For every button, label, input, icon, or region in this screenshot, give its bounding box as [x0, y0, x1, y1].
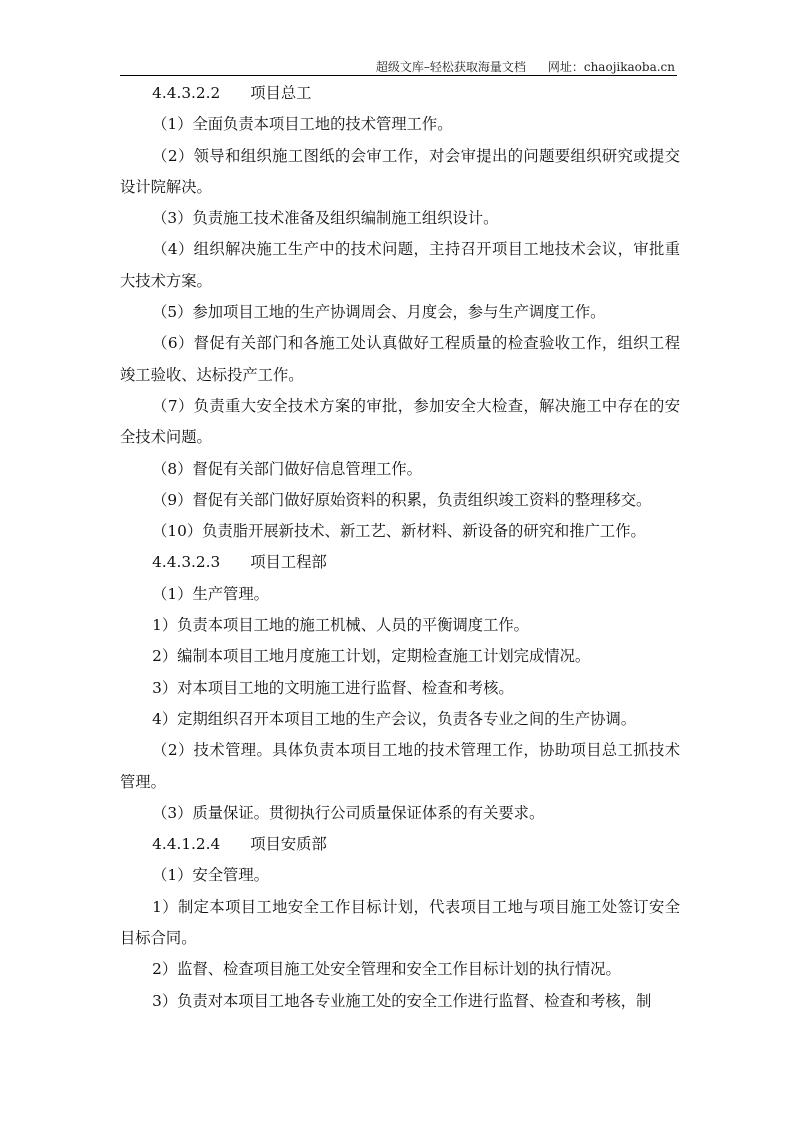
paragraph: 3）对本项目工地的文明施工进行监督、检查和考核。	[152, 678, 514, 697]
paragraph: （3）质量保证。贯彻执行公司质量保证体系的有关要求。	[152, 803, 545, 822]
paragraph: 2）编制本项目工地月度施工计划，定期检查施工计划完成情况。	[152, 647, 591, 666]
header-site-url: 网址：chaojikaoba.cn	[547, 60, 675, 74]
header-site-slogan: 超级文库–轻松获取海量文档	[375, 60, 526, 74]
paragraph: （8）督促有关部门做好信息管理工作。	[152, 459, 422, 478]
page-header	[120, 58, 675, 75]
section-title: 项目工程部	[250, 553, 327, 572]
paragraph: （1）安全管理。	[152, 866, 269, 885]
header-rule	[120, 75, 677, 76]
paragraph: 3）负责对本项目工地各专业施工处的安全工作进行监督、检查和考核，制	[152, 991, 652, 1010]
paragraph: （2）领导和组织施工图纸的会审工作，对会审提出的问题要组织研究或提交设计院解决。	[120, 146, 680, 196]
paragraph: 4）定期组织召开本项目工地的生产会议，负责各专业之间的生产协调。	[152, 709, 637, 728]
section-number: 4.4.3.2.3	[152, 553, 221, 572]
document-body	[120, 78, 680, 1017]
section-title: 项目安质部	[250, 835, 327, 854]
paragraph: （9）督促有关部门做好原始资料的积累，负责组织竣工资料的整理移交。	[152, 490, 652, 509]
paragraph: 2）监督、检查项目施工处安全管理和安全工作目标计划的执行情况。	[152, 960, 621, 979]
paragraph: （3）负责施工技术准备及组织编制施工组织设计。	[152, 209, 499, 228]
paragraph: （5）参加项目工地的生产协调周会、月度会，参与生产调度工作。	[152, 303, 606, 322]
section-heading	[120, 829, 680, 860]
section-number: 4.4.1.2.4	[152, 835, 221, 854]
paragraph: （7）负责重大安全技术方案的审批，参加安全大检查，解决施工中存在的安全技术问题。	[120, 396, 680, 447]
paragraph: （10）负责脂开展新技术、新工艺、新材料、新设备的研究和推广工作。	[152, 522, 646, 541]
paragraph: 1）负责本项目工地的施工机械、人员的平衡调度工作。	[152, 616, 529, 635]
paragraph: （1）全面负责本项目工地的技术管理工作。	[152, 115, 453, 134]
paragraph: （2）技术管理。具体负责本项目工地的技术管理工作，协助项目总工抓技术管理。	[120, 741, 680, 791]
paragraph: （4）组织解决施工生产中的技术问题，主持召开项目工地技术会议，审批重大技术方案。	[120, 240, 680, 290]
paragraph: 1）制定本项目工地安全工作目标计划，代表项目工地与项目施工处签订安全目标合同。	[120, 897, 680, 948]
section-title: 项目总工	[250, 84, 312, 102]
section-heading	[120, 78, 680, 109]
section-heading	[120, 547, 680, 578]
section-number: 4.4.3.2.2	[152, 84, 221, 102]
paragraph: （1）生产管理。	[152, 584, 269, 603]
paragraph: （6）督促有关部门和各施工处认真做好工程质量的检查验收工作，组织工程竣工验收、达标投产工作。	[120, 334, 680, 384]
